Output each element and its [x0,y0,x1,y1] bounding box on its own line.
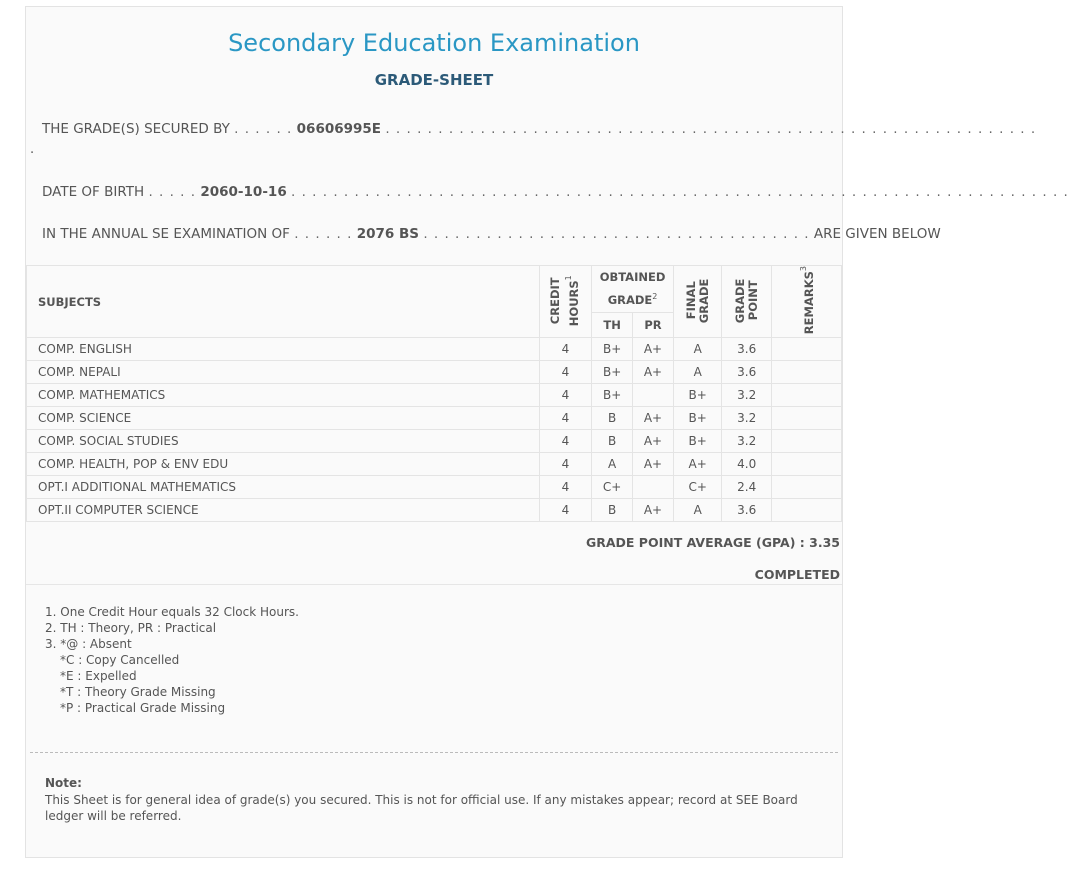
dob-value: 2060-10-16 [200,184,287,200]
table-row: COMP. NEPALI 4 B+ A+ A 3.6 [27,361,842,384]
grade-point-header: GRADE POINT [722,266,772,338]
table-row: COMP. ENGLISH 4 B+ A+ A 3.6 [27,338,842,361]
table-row: COMP. MATHEMATICS 4 B+ B+ 3.2 [27,384,842,407]
page-subtitle: GRADE-SHEET [374,71,494,89]
table-row: OPT.I ADDITIONAL MATHEMATICS 4 C+ C+ 2.4 [27,476,842,499]
gpa-label: GRADE POINT AVERAGE (GPA) : [585,535,805,550]
remarks-header: REMARKS$^3$ [771,266,841,338]
subjects-header: SUBJECTS [27,266,540,338]
page-title: Secondary Education Examination [228,29,640,57]
secured-by-label: THE GRADE(S) SECURED BY [42,121,230,137]
obtained-grade-header: OBTAINED GRADE$^2$ [592,266,674,313]
exam-year: 2076 BS [356,226,420,242]
credit-hours-header: CREDIT HOURS$^1$ [539,266,592,338]
exam-label: IN THE ANNUAL SE EXAMINATION OF [42,226,290,242]
final-grade-header: FINAL GRADE [673,266,722,338]
grade-sheet: Secondary Education Examination GRADE-SHEET THE GRADE(S) SECURED BY . . . . . . 06606995E . . . . . . . . . . . . . . . . . . . . . . . . . . . . . . . . . . . . . . . . . . . . . . . . . . . . . . . . . . . . . . . DATE OF BIRTH . . . . . 2060-10-16 . . . . . . . . . . . . . . . . . . . . . . . . . . . . . . . . . . . . . . . . . . . . . . . . . . . . . . . . . . . . . . . . . . . . . . . . . . IN THE ANNUAL SE EXAMINATION OF . . . . . . 2076 BS . . . . . . . . . . . . . . . . . . . . . . . . . . . . . . . . . . . . . ARE GIVEN BELOW SUBJECTS CREDIT HOURS$^1$ OBTAINED GRADE$^2$ FINAL GRADE GRADE POINT REMARKS$^3$ TH PR COMP. ENGLISH 4 B+ A+ A 3.6 COMP. NEPALI 4 B+ A+ A 3.6 COMP. MATHEMATICS 4 B+ B+ 3.2 COMP. SCIENCE 4 B A+ B+ 3.2 COMP. SOCIAL STUDIES 4 B A+ B+ 3.2 COMP. HEALTH, POP & ENV EDU 4 A A+ A+ 4.0 OPT.I ADDITIONAL MATHEMATICS 4 C+ C+ 2.4 OPT.II COMPUTER SCIENCE 4 B A+ A 3.6 GRADE POINT AVERAGE (GPA) : 3.35 COMPLETED 1. One Credit Hour equals 32 Clock Hours. 2. TH : Theory, PR : Practical 3. *@ : Absent *C : Copy Cancelled *E : Expelled *T : Theory Grade Missing *P : Practical Grade Missing Note: This Sheet is for general idea of grade(s) you secured. This is not for official use. If any mistakes appear; record at SEE Board ledger will be referred. [25,6,843,858]
pr-header: PR [633,313,674,338]
footnote-item: 1. One Credit Hour equals 32 Clock Hours. [45,605,299,619]
secured-by-line: THE GRADE(S) SECURED BY . . . . . . 06606995E . . . . . . . . . . . . . . . . . . . . . . . . . . . . . . . . . . . . . . . . . . . . . . . . . . . . . . . . . . . . . . [42,121,1037,137]
footnote-item: 3. *@ : Absent [45,637,132,651]
gpa-value: 3.35 [809,535,840,550]
footnote-code: *E : Expelled [60,669,137,683]
note-title: Note: [45,776,82,790]
table-row: COMP. SOCIAL STUDIES 4 B A+ B+ 3.2 [27,430,842,453]
table-row: COMP. SCIENCE 4 B A+ B+ 3.2 [27,407,842,430]
footnote-code: *P : Practical Grade Missing [60,701,226,715]
exam-line: IN THE ANNUAL SE EXAMINATION OF . . . . . . 2076 BS . . . . . . . . . . . . . . . . . . . . . . . . . . . . . . . . . . . . . ARE GIVEN BELOW [42,226,941,242]
dob-label: DATE OF BIRTH [42,184,145,200]
grades-table [26,265,842,522]
note-text: This Sheet is for general idea of grade(s) you secured. This is not for official use. If any mistakes appear; record at SEE Board ledger will be referred. [45,793,798,823]
table-row: OPT.II COMPUTER SCIENCE 4 B A+ A 3.6 [27,499,842,522]
table-row: COMP. HEALTH, POP & ENV EDU 4 A A+ A+ 4.0 [27,453,842,476]
footnote-code: *T : Theory Grade Missing [60,685,216,699]
th-header: TH [592,313,633,338]
divider [30,752,838,753]
footnotes [45,604,299,716]
dob-line: DATE OF BIRTH . . . . . 2060-10-16 . . . . . . . . . . . . . . . . . . . . . . . . . . . . . . . . . . . . . . . . . . . . . . . . . . . . . . . . . . . . . . . . . . . . . . . . . . [42,184,1069,200]
status-badge: COMPLETED [754,567,840,582]
gpa-summary [586,535,840,550]
symbol-number: 06606995E [296,121,382,137]
exam-suffix: ARE GIVEN BELOW [813,226,941,242]
footnote-code: *C : Copy Cancelled [60,653,180,667]
footnote-item: 2. TH : Theory, PR : Practical [45,621,217,635]
